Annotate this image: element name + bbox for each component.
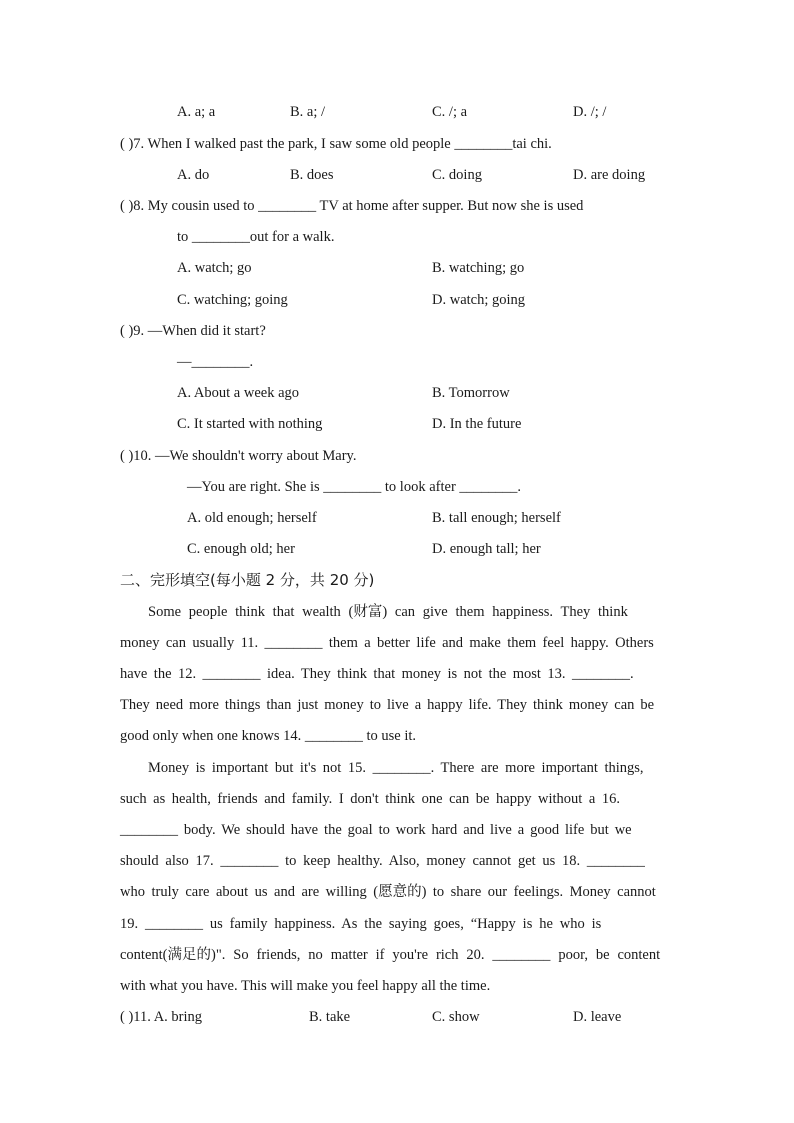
q11-option-c: C. show bbox=[432, 1009, 480, 1025]
section-heading: 二、完形填空(每小题 2 分，共 20 分) bbox=[120, 571, 375, 589]
passage-line: with what you have. This will make you feel happy all the time. bbox=[120, 978, 491, 994]
q6-option-c: C. /; a bbox=[432, 104, 468, 120]
q7-option-c: C. doing bbox=[432, 167, 482, 183]
q9-stem-line2: —________. bbox=[177, 354, 254, 370]
q7-option-d: D. are doing bbox=[573, 167, 646, 183]
q8-option-b: B. watching; go bbox=[432, 260, 525, 276]
passage-line: money can usually 11. ________ them a better life and make them feel happy. Others bbox=[120, 635, 654, 651]
q6-option-a: A. a; a bbox=[177, 104, 216, 120]
q11-stem: ( )11. A. bring bbox=[120, 1009, 203, 1025]
passage-line: Money is important but it's not 15. ________. There are more important things, bbox=[148, 760, 644, 776]
q6-option-b: B. a; / bbox=[290, 104, 326, 120]
passage-line: who truly care about us and are willing (愿意的) to share our feelings. Money cannot bbox=[120, 884, 656, 900]
q9-option-b: B. Tomorrow bbox=[432, 385, 510, 401]
q9-stem-line1: ( )9. —When did it start? bbox=[120, 323, 266, 339]
passage-line: should also 17. ________ to keep healthy. Also, money cannot get us 18. ________ bbox=[120, 853, 645, 869]
passage-line: 19. ________ us family happiness. As the saying goes, “Happy is he who is bbox=[120, 916, 602, 932]
q9-option-d: D. In the future bbox=[432, 416, 522, 432]
q10-option-c: C. enough old; her bbox=[187, 541, 295, 557]
q8-option-d: D. watch; going bbox=[432, 292, 526, 308]
passage-line: content(满足的)". So friends, no matter if you're rich 20. ________ poor, be content bbox=[120, 947, 661, 963]
q10-option-b: B. tall enough; herself bbox=[432, 510, 561, 526]
passage-line: Some people think that wealth (财富) can give them happiness. They think bbox=[148, 604, 628, 620]
passage-line: have the 12. ________ idea. They think that money is not the most 13. ________. bbox=[120, 666, 634, 682]
passage-line: They need more things than just money to live a happy life. They think money can be bbox=[120, 697, 655, 713]
q7-stem: ( )7. When I walked past the park, I saw some old people ________tai chi. bbox=[120, 136, 552, 152]
passage-line: good only when one knows 14. ________ to use it. bbox=[120, 728, 417, 744]
q10-stem-line2: —You are right. She is ________ to look after ________. bbox=[187, 479, 522, 495]
q8-option-a: A. watch; go bbox=[177, 260, 252, 276]
passage-line: such as health, friends and family. I don't think one can be happy without a 16. bbox=[120, 791, 621, 807]
passage-line: ________ body. We should have the goal to work hard and live a good life but we bbox=[120, 822, 632, 838]
q7-option-b: B. does bbox=[290, 167, 334, 183]
q8-option-c: C. watching; going bbox=[177, 292, 288, 308]
q11-option-d: D. leave bbox=[573, 1009, 622, 1025]
q9-option-a: A. About a week ago bbox=[177, 385, 300, 401]
q7-option-a: A. do bbox=[177, 167, 210, 183]
q10-option-a: A. old enough; herself bbox=[187, 510, 317, 526]
q11-option-b: B. take bbox=[309, 1009, 351, 1025]
q9-option-c: C. It started with nothing bbox=[177, 416, 323, 432]
q10-stem-line1: ( )10. —We shouldn't worry about Mary. bbox=[120, 448, 357, 464]
q10-option-d: D. enough tall; her bbox=[432, 541, 541, 557]
q8-stem-line1: ( )8. My cousin used to ________ TV at home after supper. But now she is used bbox=[120, 198, 584, 214]
q6-option-d: D. /; / bbox=[573, 104, 607, 120]
q8-stem-line2: to ________out for a walk. bbox=[177, 229, 335, 245]
